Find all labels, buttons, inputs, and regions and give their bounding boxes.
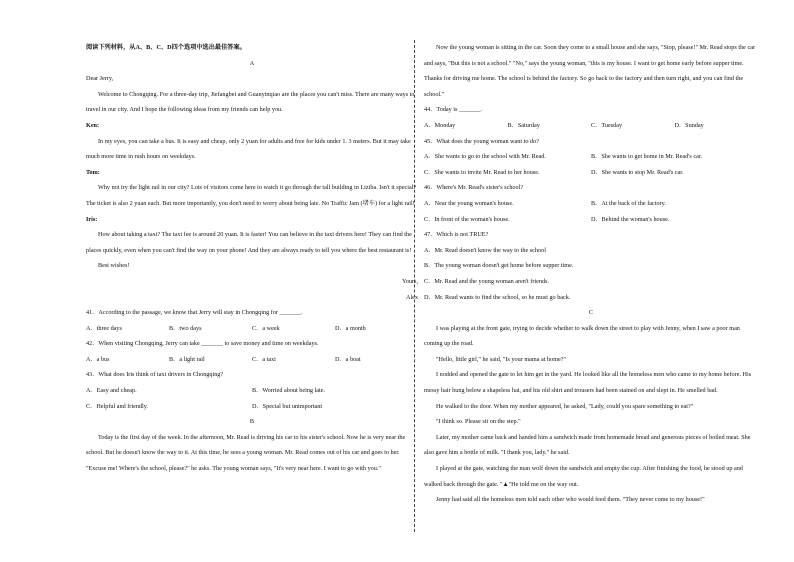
q45-option-d: D．She wants to stop Mr. Read's car. <box>591 168 684 176</box>
passage-b-text: Today is the first day of the week. In the afternoon, Mr. Read is driving his car to his sister's school. Now he is very near the school. But he doesn't know the way to it. At this time, he sees a young woman. Mr. Read comes out of his car and goes to her. "Excuse me! Where's the school, please?" he asks. The young woman says, "It's very near here. I want to go with you." <box>86 433 406 473</box>
q43-option-a: A．Easy and cheap. <box>86 387 137 395</box>
right-column <box>424 40 758 508</box>
q41-stem: 41．According to the passage, we know that Jerry will stay in Chongqing for _______. <box>86 309 303 317</box>
letter-signoff: Yours, <box>401 277 418 285</box>
tom-text: Why not try the light rail in our city? Lots of visitors come here to watch it go through the tall building in Liziba. Isn't it special? The ticket is also 2 yuan each. But more importantly, you don't need to worry about being late. No Traffic Jam (堵车) for a light rail! <box>86 184 417 207</box>
q46-stem: 46．Where's Mr. Read's sister's school? <box>424 184 524 192</box>
q47-option-d: D．Mr. Read wants to find the school, so he must go back. <box>424 293 571 301</box>
q45-options-row1 <box>424 149 758 165</box>
q45-option-b: B．She wants to get home in Mr. Read's car. <box>591 153 703 161</box>
q45-option-c: C．She wants to invite Mr. Read to her house. <box>424 168 540 176</box>
passage-c-p3: I nodded and opened the gate to let him get in the yard. He looked like all the homeless men who came to my home before. His messy hair hung below a shapeless hat, and his old shirt and trousers had been stained on and slept in. He smelled bad. <box>424 371 752 395</box>
q42-option-c: C．a taxi <box>252 355 276 363</box>
passage-c-p5: "I think so. Please sit on the step." <box>436 418 521 426</box>
q41-option-b: B．two days <box>169 324 202 332</box>
q41-option-a: A．three days <box>86 324 122 332</box>
q41-option-d: D．a month <box>335 324 366 332</box>
passage-c-p8: Jenny had said all the homeless men told each other who would feed them. "They never come to my house!" <box>436 496 705 504</box>
letter-closing: Best wishes! <box>98 262 130 270</box>
q43-options-row2 <box>86 399 418 415</box>
passage-c-p1: I was playing at the front gate, trying to decide whether to walk down the street to play with Jenny, when I saw a poor man coming up the road. <box>424 324 740 348</box>
q42-option-a: A．a bus <box>86 355 110 363</box>
q47-option-c: C．Mr. Read and the young woman aren't friends. <box>424 277 550 285</box>
letter-intro: Welcome to Chongqing. For a three-day trip, Jiefangbei and Guanyinqiao are the places you can't miss. There are many ways to travel in our city. And I hope the following ideas from my friends can help you. <box>86 90 415 114</box>
q41-options <box>86 321 418 337</box>
q42-option-b: B．a light rail <box>169 355 205 363</box>
ken-text: In my eyes, you can take a bus. It is easy and cheap, only 2 yuan for adults and free for kids under 1. 3 meters. But it may take much more time in rush hours on weekdays. <box>86 137 411 161</box>
q45-option-a: A．She wants to go to the school with Mr. Read. <box>424 153 546 161</box>
q43-options-row1 <box>86 383 418 399</box>
q46-option-a: A．Near the young woman's house. <box>424 199 514 207</box>
q42-options <box>86 352 418 368</box>
iris-name: Iris: <box>86 215 98 223</box>
q44-option-a: A．Monday <box>424 121 456 129</box>
q46-option-d: D．Behind the woman's house. <box>591 215 670 223</box>
passage-c-p4: He walked to the door. When my mother appeared, he asked, "Lady, could you spare something to eat?" <box>436 402 694 410</box>
tom-name: Tom: <box>86 168 100 176</box>
passage-c-p6: Later, my mother came back and handed him a sandwich made from homemade bread and generous pieces of boiled meat. She also gave him a bottle of milk. "I thank you, lady." he said. <box>424 433 751 457</box>
letter-greeting: Dear Jerry, <box>86 75 114 83</box>
iris-text: How about taking a taxi? The taxi fee is around 20 yuan. It is faster! You can believe in the taxi drivers here! They can find the places quickly, even when you can't find the way on your phone! And they are always ready to tell you where the best restaurant is! <box>86 231 412 254</box>
q42-stem: 42．When visiting Chongqing, Jerry can take _______ to save money and time on weekdays. <box>86 340 319 348</box>
passage-c-label: C <box>588 309 594 317</box>
q43-option-b: B．Worried about being late. <box>252 387 326 395</box>
q45-stem: 45．What does the young woman want to do? <box>424 137 539 145</box>
q44-option-b: B．Saturday <box>507 121 540 129</box>
left-column <box>86 40 418 477</box>
q42-option-d: D．a boat <box>335 355 361 363</box>
q41-option-c: C．a week <box>252 324 280 332</box>
passage-b-label: B <box>249 418 255 426</box>
column-divider <box>414 40 415 532</box>
q46-options-row1 <box>424 196 758 212</box>
q45-options-row2 <box>424 165 758 181</box>
letter-signer: Alex <box>405 293 418 301</box>
q43-option-c: C．Helpful and friendly. <box>86 402 148 410</box>
passage-c-p2: "Hello, little girl," he said, "Is your mama at home?" <box>436 355 567 363</box>
q44-stem: 44．Today is _______. <box>424 106 483 114</box>
q47-options <box>424 243 758 305</box>
q47-option-b: B．The young woman doesn't get home before supper time. <box>424 262 574 270</box>
q46-option-c: C．In front of the woman's house. <box>424 215 510 223</box>
passage-c-p7: I played at the gate, watching the man wolf down the sandwich and empty the cup. After finishing the food, he stood up and walked back through the gate. "▲"He told me on the way out. <box>424 465 743 488</box>
q44-option-d: D．Sunday <box>674 121 704 129</box>
q46-options-row2 <box>424 212 758 228</box>
instruction: 阅读下列材料，从A、B、C、D四个选项中选出最佳答案。 <box>86 44 246 51</box>
q43-option-d: D．Special but unimportant <box>252 402 323 410</box>
ken-name: Ken: <box>86 121 100 129</box>
q44-option-c: C．Tuesday <box>591 121 623 129</box>
passage-b-continued: Now the young woman is sitting in the car. Soon they come to a small house and she says, "Stop, please!" Mr. Read stops the car and says, "But this is not a school." "No," says the young woman, "this is my house. I want to get home early before supper time. Thanks for driving me home. The school is behind the factory. So go back to the factory and then turn right, and you can find the school." <box>424 44 756 98</box>
q44-options <box>424 118 758 134</box>
passage-a-label: A <box>249 59 255 67</box>
q46-option-b: B．At the back of the factory. <box>591 199 666 207</box>
q47-option-a: A．Mr. Read doesn't know the way to the school <box>424 246 546 254</box>
q47-stem: 47．Which is not TRUE? <box>424 231 489 239</box>
q43-stem: 43．What does Iris think of taxi drivers in Chongqing? <box>86 371 224 379</box>
